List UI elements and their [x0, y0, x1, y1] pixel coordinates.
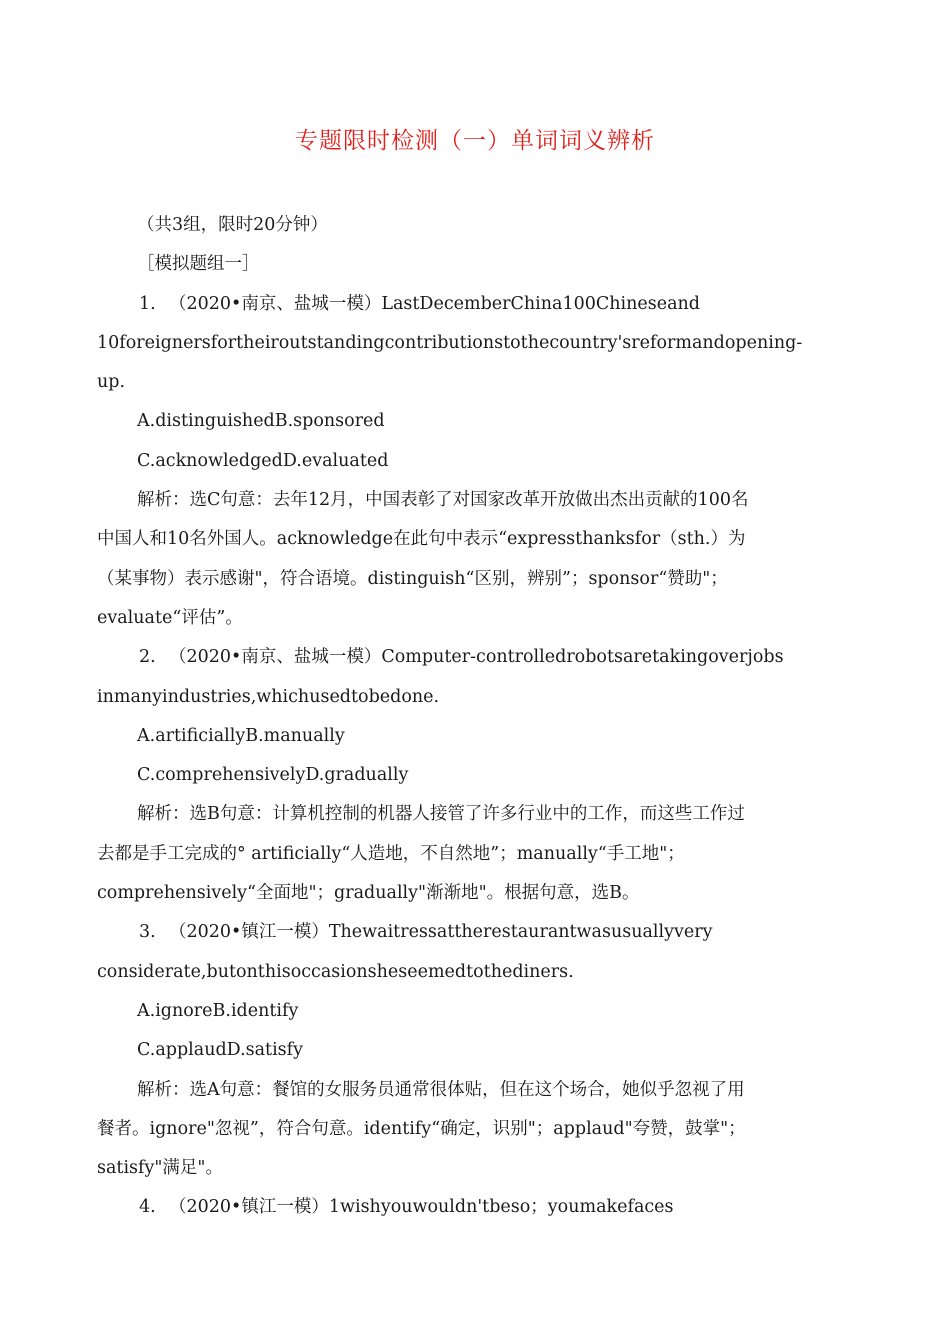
options-line: C.applaudD.satisfy — [137, 1040, 304, 1061]
question-stem — [97, 285, 857, 324]
analysis-text: 餐者。ignore"忽视”，符合句意。identify“确定，识别"；applaud"夸赞，鼓掌"； — [97, 1118, 746, 1139]
question-stem — [97, 1188, 857, 1227]
question-stem — [97, 913, 857, 952]
analysis-text: satisfy"满足"。 — [97, 1158, 223, 1179]
options-line: A.ignoreB.identify — [137, 1000, 299, 1021]
options-line: A.artificiallyB.manually — [137, 725, 345, 746]
stem-text: up. — [97, 372, 126, 393]
document-title: 专题限时检测（一）单词词义辨析 — [295, 128, 655, 154]
question-stem — [97, 638, 857, 677]
group-label: ［模拟题组一］ — [137, 254, 260, 275]
question-2 — [97, 638, 857, 913]
options-line: C.acknowledgedD.evaluated — [137, 450, 389, 471]
document-body — [97, 206, 857, 1228]
analysis-text: evaluate“评估”。 — [97, 607, 243, 628]
question-number: 1. — [139, 293, 156, 314]
stem-text: inmanyindustries,whichusedtobedone. — [97, 686, 440, 707]
stem-text: 10foreignersfortheiroutstandingcontributionstothecountry'sreformandopening- — [97, 332, 803, 353]
question-1 — [97, 285, 857, 639]
question-3 — [97, 913, 857, 1188]
stem-text: （2020•镇江一模）Thewaitressattherestaurantwasusuallyvery — [169, 922, 713, 943]
question-number: 2. — [139, 647, 156, 668]
question-4 — [97, 1188, 857, 1227]
stem-text: （2020•南京、盐城一模）Computer-controlledrobotsaretakingoverjobs — [169, 647, 784, 668]
question-number: 3. — [139, 922, 156, 943]
options-line: A.distinguishedB.sponsored — [137, 411, 385, 432]
analysis-text: 解析：选C句意：去年12月，中国表彰了对国家改革开放做出杰出贡献的100名 — [137, 490, 749, 511]
question-number: 4. — [139, 1197, 156, 1218]
analysis-text: 解析：选B句意：计算机控制的机器人接管了许多行业中的工作，而这些工作过 — [137, 804, 745, 825]
analysis-text: 中国人和10名外国人。acknowledge在此句中表示“expressthanksfor（sth.）为 — [97, 529, 746, 550]
options-line: C.comprehensivelyD.gradually — [137, 765, 409, 786]
analysis-text: （某事物）表示感谢"，符合语境。distinguish“区别，辨别”；sponsor“赞助"； — [97, 568, 728, 589]
stem-text: （2020•南京、盐城一模）LastDecemberChina100Chineseand — [169, 293, 700, 314]
stem-text: considerate,butonthisoccasionsheseemedtothediners. — [97, 961, 574, 982]
analysis-text: comprehensively“全面地"；gradually"渐渐地"。根据句意，选B。 — [97, 883, 640, 904]
analysis-text: 解析：选A句意：餐馆的女服务员通常很体贴，但在这个场合，她似乎忽视了用 — [137, 1079, 745, 1100]
stem-text: （2020•镇江一模）1wishyouwouldn'tbeso；youmakefaces — [169, 1197, 674, 1218]
intro-text: （共3组，限时20分钟） — [137, 215, 328, 235]
analysis-text: 去都是手工完成的° artificially“人造地，不自然地”；manually“手工地"； — [97, 843, 685, 864]
